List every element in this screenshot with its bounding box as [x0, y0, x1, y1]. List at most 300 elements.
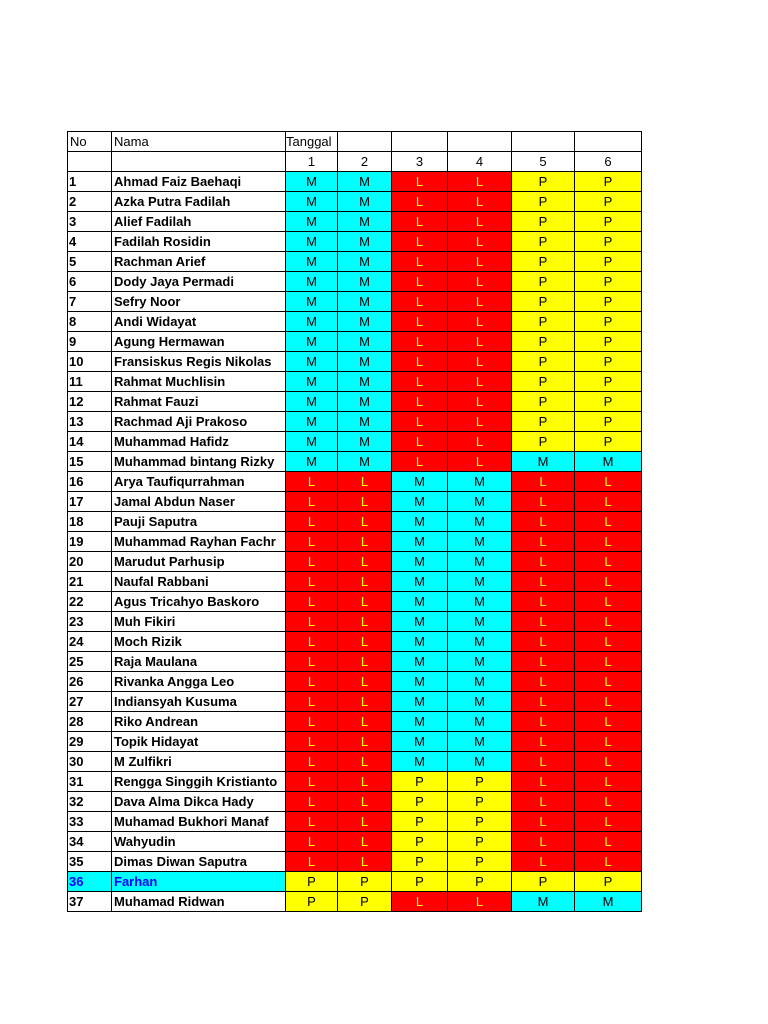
- row-number-cell[interactable]: 20: [68, 552, 112, 572]
- shift-cell[interactable]: [575, 532, 642, 552]
- shift-cell[interactable]: [448, 492, 512, 512]
- employee-name-cell[interactable]: Wahyudin: [112, 832, 286, 852]
- shift-cell[interactable]: [286, 852, 338, 872]
- shift-cell[interactable]: [338, 452, 392, 472]
- shift-cell[interactable]: [392, 212, 448, 232]
- employee-name-cell[interactable]: Muhammad Rayhan Fachr: [112, 532, 286, 552]
- employee-name-cell[interactable]: Muhamad Ridwan: [112, 892, 286, 912]
- shift-cell[interactable]: [575, 772, 642, 792]
- empty-cell[interactable]: [338, 132, 392, 152]
- shift-cell[interactable]: [286, 212, 338, 232]
- shift-cell[interactable]: [512, 832, 575, 852]
- shift-cell[interactable]: [448, 392, 512, 412]
- shift-cell[interactable]: [392, 292, 448, 312]
- shift-cell[interactable]: [286, 392, 338, 412]
- shift-cell[interactable]: [286, 592, 338, 612]
- shift-cell[interactable]: [512, 852, 575, 872]
- employee-name-cell[interactable]: Dody Jaya Permadi: [112, 272, 286, 292]
- shift-cell[interactable]: [286, 332, 338, 352]
- day-header-1[interactable]: 1: [286, 152, 338, 172]
- shift-cell[interactable]: [448, 412, 512, 432]
- shift-cell[interactable]: [338, 552, 392, 572]
- shift-cell[interactable]: [392, 492, 448, 512]
- shift-cell[interactable]: [286, 772, 338, 792]
- row-number-cell[interactable]: 22: [68, 592, 112, 612]
- shift-cell[interactable]: [448, 252, 512, 272]
- employee-name-cell[interactable]: Raja Maulana: [112, 652, 286, 672]
- shift-cell[interactable]: [286, 612, 338, 632]
- row-number-cell[interactable]: 1: [68, 172, 112, 192]
- empty-cell[interactable]: [392, 132, 448, 152]
- shift-cell[interactable]: [286, 532, 338, 552]
- employee-name-cell[interactable]: Rahmat Fauzi: [112, 392, 286, 412]
- row-number-cell[interactable]: 4: [68, 232, 112, 252]
- shift-cell[interactable]: [338, 512, 392, 532]
- shift-cell[interactable]: [286, 552, 338, 572]
- shift-cell[interactable]: [392, 352, 448, 372]
- shift-cell[interactable]: [448, 792, 512, 812]
- shift-cell[interactable]: [286, 252, 338, 272]
- shift-cell[interactable]: [338, 292, 392, 312]
- shift-cell[interactable]: [286, 752, 338, 772]
- shift-cell[interactable]: [448, 232, 512, 252]
- shift-cell[interactable]: [392, 272, 448, 292]
- shift-cell[interactable]: [338, 312, 392, 332]
- shift-cell[interactable]: [575, 892, 642, 912]
- employee-name-cell[interactable]: M Zulfikri: [112, 752, 286, 772]
- day-header-2[interactable]: 2: [338, 152, 392, 172]
- shift-cell[interactable]: [448, 892, 512, 912]
- shift-cell[interactable]: [512, 672, 575, 692]
- name-header[interactable]: Nama: [112, 132, 286, 152]
- shift-cell[interactable]: [338, 172, 392, 192]
- shift-cell[interactable]: [338, 252, 392, 272]
- row-number-cell[interactable]: 8: [68, 312, 112, 332]
- employee-name-cell[interactable]: Azka Putra Fadilah: [112, 192, 286, 212]
- shift-cell[interactable]: [575, 332, 642, 352]
- shift-cell[interactable]: [286, 712, 338, 732]
- row-number-cell[interactable]: 24: [68, 632, 112, 652]
- shift-cell[interactable]: [448, 672, 512, 692]
- employee-name-cell[interactable]: Rivanka Angga Leo: [112, 672, 286, 692]
- row-number-cell[interactable]: 33: [68, 812, 112, 832]
- shift-cell[interactable]: [575, 472, 642, 492]
- shift-cell[interactable]: [338, 852, 392, 872]
- shift-cell[interactable]: [575, 732, 642, 752]
- shift-cell[interactable]: [392, 852, 448, 872]
- shift-cell[interactable]: [512, 172, 575, 192]
- shift-cell[interactable]: [448, 212, 512, 232]
- employee-name-cell[interactable]: Agung Hermawan: [112, 332, 286, 352]
- shift-cell[interactable]: [575, 292, 642, 312]
- shift-cell[interactable]: [338, 792, 392, 812]
- shift-cell[interactable]: [392, 232, 448, 252]
- row-number-cell[interactable]: 32: [68, 792, 112, 812]
- shift-cell[interactable]: [392, 712, 448, 732]
- shift-cell[interactable]: [448, 832, 512, 852]
- shift-cell[interactable]: [392, 252, 448, 272]
- shift-cell[interactable]: [512, 792, 575, 812]
- shift-cell[interactable]: [338, 772, 392, 792]
- shift-cell[interactable]: [448, 512, 512, 532]
- shift-cell[interactable]: [286, 432, 338, 452]
- shift-cell[interactable]: [392, 892, 448, 912]
- shift-cell[interactable]: [512, 872, 575, 892]
- shift-cell[interactable]: [392, 832, 448, 852]
- shift-cell[interactable]: [338, 352, 392, 372]
- shift-cell[interactable]: [448, 572, 512, 592]
- shift-cell[interactable]: [512, 352, 575, 372]
- shift-cell[interactable]: [575, 712, 642, 732]
- shift-cell[interactable]: [575, 192, 642, 212]
- shift-cell[interactable]: [392, 172, 448, 192]
- shift-cell[interactable]: [392, 512, 448, 532]
- employee-name-cell[interactable]: Dimas Diwan Saputra: [112, 852, 286, 872]
- shift-cell[interactable]: [286, 472, 338, 492]
- shift-cell[interactable]: [575, 252, 642, 272]
- shift-cell[interactable]: [338, 472, 392, 492]
- row-number-cell[interactable]: 21: [68, 572, 112, 592]
- empty-cell[interactable]: [448, 132, 512, 152]
- shift-cell[interactable]: [448, 352, 512, 372]
- shift-cell[interactable]: [392, 652, 448, 672]
- day-header-3[interactable]: 3: [392, 152, 448, 172]
- shift-cell[interactable]: [286, 692, 338, 712]
- shift-cell[interactable]: [448, 532, 512, 552]
- employee-name-cell[interactable]: Arya Taufiqurrahman: [112, 472, 286, 492]
- shift-cell[interactable]: [286, 812, 338, 832]
- employee-name-cell[interactable]: Naufal Rabbani: [112, 572, 286, 592]
- shift-cell[interactable]: [448, 432, 512, 452]
- shift-cell[interactable]: [338, 732, 392, 752]
- shift-cell[interactable]: [512, 292, 575, 312]
- row-number-cell[interactable]: 28: [68, 712, 112, 732]
- shift-cell[interactable]: [338, 532, 392, 552]
- employee-name-cell[interactable]: Indiansyah Kusuma: [112, 692, 286, 712]
- shift-cell[interactable]: [575, 572, 642, 592]
- row-number-cell[interactable]: 3: [68, 212, 112, 232]
- shift-cell[interactable]: [448, 172, 512, 192]
- shift-cell[interactable]: [575, 432, 642, 452]
- row-number-cell[interactable]: 19: [68, 532, 112, 552]
- row-number-cell[interactable]: 35: [68, 852, 112, 872]
- shift-cell[interactable]: [338, 692, 392, 712]
- shift-cell[interactable]: [392, 192, 448, 212]
- shift-cell[interactable]: [448, 732, 512, 752]
- shift-cell[interactable]: [286, 792, 338, 812]
- shift-cell[interactable]: [575, 592, 642, 612]
- shift-cell[interactable]: [338, 892, 392, 912]
- shift-cell[interactable]: [338, 492, 392, 512]
- shift-cell[interactable]: [575, 752, 642, 772]
- shift-cell[interactable]: [512, 192, 575, 212]
- day-header-5[interactable]: 5: [512, 152, 575, 172]
- shift-cell[interactable]: [512, 552, 575, 572]
- shift-cell[interactable]: [392, 772, 448, 792]
- row-number-cell[interactable]: 7: [68, 292, 112, 312]
- employee-name-cell[interactable]: Andi Widayat: [112, 312, 286, 332]
- shift-cell[interactable]: [286, 892, 338, 912]
- shift-cell[interactable]: [512, 812, 575, 832]
- shift-cell[interactable]: [338, 332, 392, 352]
- employee-name-cell[interactable]: Topik Hidayat: [112, 732, 286, 752]
- shift-cell[interactable]: [512, 492, 575, 512]
- shift-cell[interactable]: [448, 852, 512, 872]
- shift-cell[interactable]: [575, 352, 642, 372]
- shift-cell[interactable]: [448, 692, 512, 712]
- shift-cell[interactable]: [286, 492, 338, 512]
- shift-cell[interactable]: [338, 632, 392, 652]
- shift-cell[interactable]: [338, 272, 392, 292]
- shift-cell[interactable]: [512, 712, 575, 732]
- shift-cell[interactable]: [286, 832, 338, 852]
- shift-cell[interactable]: [392, 312, 448, 332]
- shift-cell[interactable]: [338, 752, 392, 772]
- shift-cell[interactable]: [512, 732, 575, 752]
- shift-cell[interactable]: [338, 372, 392, 392]
- row-number-cell[interactable]: 14: [68, 432, 112, 452]
- shift-cell[interactable]: [575, 812, 642, 832]
- shift-cell[interactable]: [286, 572, 338, 592]
- shift-cell[interactable]: [448, 772, 512, 792]
- row-number-cell[interactable]: 34: [68, 832, 112, 852]
- shift-cell[interactable]: [286, 232, 338, 252]
- shift-cell[interactable]: [338, 592, 392, 612]
- shift-cell[interactable]: [286, 292, 338, 312]
- shift-cell[interactable]: [392, 692, 448, 712]
- shift-cell[interactable]: [448, 652, 512, 672]
- shift-cell[interactable]: [286, 172, 338, 192]
- employee-name-cell[interactable]: Rachman Arief: [112, 252, 286, 272]
- row-number-cell[interactable]: 31: [68, 772, 112, 792]
- shift-cell[interactable]: [392, 552, 448, 572]
- row-number-cell[interactable]: 25: [68, 652, 112, 672]
- empty-cell[interactable]: [112, 152, 286, 172]
- shift-cell[interactable]: [286, 352, 338, 372]
- row-number-cell[interactable]: 15: [68, 452, 112, 472]
- shift-cell[interactable]: [286, 312, 338, 332]
- shift-cell[interactable]: [448, 272, 512, 292]
- row-number-cell[interactable]: 30: [68, 752, 112, 772]
- employee-name-cell[interactable]: Alief Fadilah: [112, 212, 286, 232]
- shift-cell[interactable]: [392, 372, 448, 392]
- shift-cell[interactable]: [448, 332, 512, 352]
- empty-cell[interactable]: [68, 152, 112, 172]
- shift-cell[interactable]: [512, 332, 575, 352]
- shift-cell[interactable]: [512, 752, 575, 772]
- shift-cell[interactable]: [338, 712, 392, 732]
- employee-name-cell[interactable]: Fransiskus Regis Nikolas: [112, 352, 286, 372]
- row-number-cell[interactable]: 11: [68, 372, 112, 392]
- shift-cell[interactable]: [575, 632, 642, 652]
- row-number-cell[interactable]: 12: [68, 392, 112, 412]
- shift-cell[interactable]: [448, 712, 512, 732]
- shift-cell[interactable]: [575, 512, 642, 532]
- shift-cell[interactable]: [286, 272, 338, 292]
- shift-cell[interactable]: [448, 872, 512, 892]
- shift-cell[interactable]: [575, 612, 642, 632]
- day-header-4[interactable]: 4: [448, 152, 512, 172]
- shift-cell[interactable]: [448, 752, 512, 772]
- shift-cell[interactable]: [575, 872, 642, 892]
- shift-cell[interactable]: [286, 672, 338, 692]
- empty-cell[interactable]: [512, 132, 575, 152]
- employee-name-cell[interactable]: Pauji Saputra: [112, 512, 286, 532]
- shift-cell[interactable]: [512, 892, 575, 912]
- shift-cell[interactable]: [448, 632, 512, 652]
- employee-name-cell[interactable]: Farhan: [112, 872, 286, 892]
- shift-cell[interactable]: [392, 752, 448, 772]
- shift-cell[interactable]: [575, 272, 642, 292]
- shift-cell[interactable]: [286, 412, 338, 432]
- empty-cell[interactable]: [575, 132, 642, 152]
- shift-cell[interactable]: [338, 212, 392, 232]
- employee-name-cell[interactable]: Dava Alma Dikca Hady: [112, 792, 286, 812]
- shift-cell[interactable]: [575, 372, 642, 392]
- shift-cell[interactable]: [575, 312, 642, 332]
- shift-cell[interactable]: [575, 452, 642, 472]
- shift-cell[interactable]: [512, 232, 575, 252]
- shift-cell[interactable]: [512, 572, 575, 592]
- shift-cell[interactable]: [392, 432, 448, 452]
- shift-cell[interactable]: [338, 412, 392, 432]
- shift-cell[interactable]: [575, 652, 642, 672]
- row-number-cell[interactable]: 16: [68, 472, 112, 492]
- shift-cell[interactable]: [286, 372, 338, 392]
- shift-cell[interactable]: [512, 432, 575, 452]
- shift-cell[interactable]: [338, 672, 392, 692]
- shift-cell[interactable]: [575, 412, 642, 432]
- employee-name-cell[interactable]: Rahmat Muchlisin: [112, 372, 286, 392]
- shift-cell[interactable]: [448, 472, 512, 492]
- shift-cell[interactable]: [575, 672, 642, 692]
- row-number-cell[interactable]: 6: [68, 272, 112, 292]
- shift-cell[interactable]: [448, 312, 512, 332]
- shift-cell[interactable]: [512, 252, 575, 272]
- row-number-cell[interactable]: 26: [68, 672, 112, 692]
- shift-cell[interactable]: [392, 532, 448, 552]
- shift-cell[interactable]: [512, 392, 575, 412]
- row-number-cell[interactable]: 5: [68, 252, 112, 272]
- shift-cell[interactable]: [338, 432, 392, 452]
- row-number-cell[interactable]: 37: [68, 892, 112, 912]
- shift-cell[interactable]: [338, 872, 392, 892]
- day-header-6[interactable]: 6: [575, 152, 642, 172]
- employee-name-cell[interactable]: Ahmad Faiz Baehaqi: [112, 172, 286, 192]
- shift-cell[interactable]: [512, 512, 575, 532]
- shift-cell[interactable]: [512, 612, 575, 632]
- row-number-cell[interactable]: 23: [68, 612, 112, 632]
- shift-cell[interactable]: [575, 852, 642, 872]
- employee-name-cell[interactable]: Muhammad Hafidz: [112, 432, 286, 452]
- shift-cell[interactable]: [392, 792, 448, 812]
- shift-cell[interactable]: [448, 452, 512, 472]
- no-header[interactable]: No: [68, 132, 112, 152]
- row-number-cell[interactable]: 29: [68, 732, 112, 752]
- employee-name-cell[interactable]: Rachmad Aji Prakoso: [112, 412, 286, 432]
- row-number-cell[interactable]: 18: [68, 512, 112, 532]
- shift-cell[interactable]: [512, 372, 575, 392]
- shift-cell[interactable]: [286, 652, 338, 672]
- employee-name-cell[interactable]: Muh Fikiri: [112, 612, 286, 632]
- date-header[interactable]: Tanggal: [286, 132, 338, 152]
- employee-name-cell[interactable]: Sefry Noor: [112, 292, 286, 312]
- shift-cell[interactable]: [512, 632, 575, 652]
- shift-cell[interactable]: [392, 392, 448, 412]
- shift-cell[interactable]: [286, 632, 338, 652]
- shift-cell[interactable]: [392, 592, 448, 612]
- shift-cell[interactable]: [392, 572, 448, 592]
- shift-cell[interactable]: [338, 232, 392, 252]
- shift-cell[interactable]: [286, 512, 338, 532]
- employee-name-cell[interactable]: Muhamad Bukhori Manaf: [112, 812, 286, 832]
- row-number-cell[interactable]: 13: [68, 412, 112, 432]
- shift-cell[interactable]: [286, 872, 338, 892]
- shift-cell[interactable]: [512, 532, 575, 552]
- employee-name-cell[interactable]: Riko Andrean: [112, 712, 286, 732]
- shift-cell[interactable]: [392, 672, 448, 692]
- shift-cell[interactable]: [575, 212, 642, 232]
- shift-cell[interactable]: [392, 452, 448, 472]
- shift-cell[interactable]: [512, 772, 575, 792]
- shift-cell[interactable]: [512, 272, 575, 292]
- employee-name-cell[interactable]: Muhammad bintang Rizky: [112, 452, 286, 472]
- shift-cell[interactable]: [338, 652, 392, 672]
- shift-cell[interactable]: [392, 812, 448, 832]
- shift-cell[interactable]: [286, 732, 338, 752]
- shift-cell[interactable]: [338, 812, 392, 832]
- shift-cell[interactable]: [286, 452, 338, 472]
- shift-cell[interactable]: [338, 572, 392, 592]
- shift-cell[interactable]: [575, 392, 642, 412]
- shift-cell[interactable]: [512, 592, 575, 612]
- employee-name-cell[interactable]: Marudut Parhusip: [112, 552, 286, 572]
- row-number-cell[interactable]: 27: [68, 692, 112, 712]
- shift-cell[interactable]: [512, 212, 575, 232]
- shift-cell[interactable]: [392, 612, 448, 632]
- employee-name-cell[interactable]: Fadilah Rosidin: [112, 232, 286, 252]
- row-number-cell[interactable]: 36: [68, 872, 112, 892]
- shift-cell[interactable]: [338, 192, 392, 212]
- shift-cell[interactable]: [448, 192, 512, 212]
- shift-cell[interactable]: [286, 192, 338, 212]
- row-number-cell[interactable]: 2: [68, 192, 112, 212]
- shift-cell[interactable]: [512, 412, 575, 432]
- shift-cell[interactable]: [392, 732, 448, 752]
- shift-cell[interactable]: [575, 792, 642, 812]
- shift-cell[interactable]: [338, 832, 392, 852]
- shift-cell[interactable]: [512, 472, 575, 492]
- shift-cell[interactable]: [392, 332, 448, 352]
- shift-cell[interactable]: [512, 452, 575, 472]
- shift-cell[interactable]: [448, 812, 512, 832]
- shift-cell[interactable]: [448, 372, 512, 392]
- shift-cell[interactable]: [575, 172, 642, 192]
- shift-cell[interactable]: [392, 632, 448, 652]
- shift-cell[interactable]: [392, 472, 448, 492]
- shift-cell[interactable]: [512, 692, 575, 712]
- shift-cell[interactable]: [575, 492, 642, 512]
- shift-cell[interactable]: [338, 392, 392, 412]
- shift-cell[interactable]: [448, 612, 512, 632]
- shift-cell[interactable]: [512, 312, 575, 332]
- shift-cell[interactable]: [392, 872, 448, 892]
- employee-name-cell[interactable]: Moch Rizik: [112, 632, 286, 652]
- row-number-cell[interactable]: 9: [68, 332, 112, 352]
- shift-cell[interactable]: [338, 612, 392, 632]
- row-number-cell[interactable]: 10: [68, 352, 112, 372]
- shift-cell[interactable]: [575, 552, 642, 572]
